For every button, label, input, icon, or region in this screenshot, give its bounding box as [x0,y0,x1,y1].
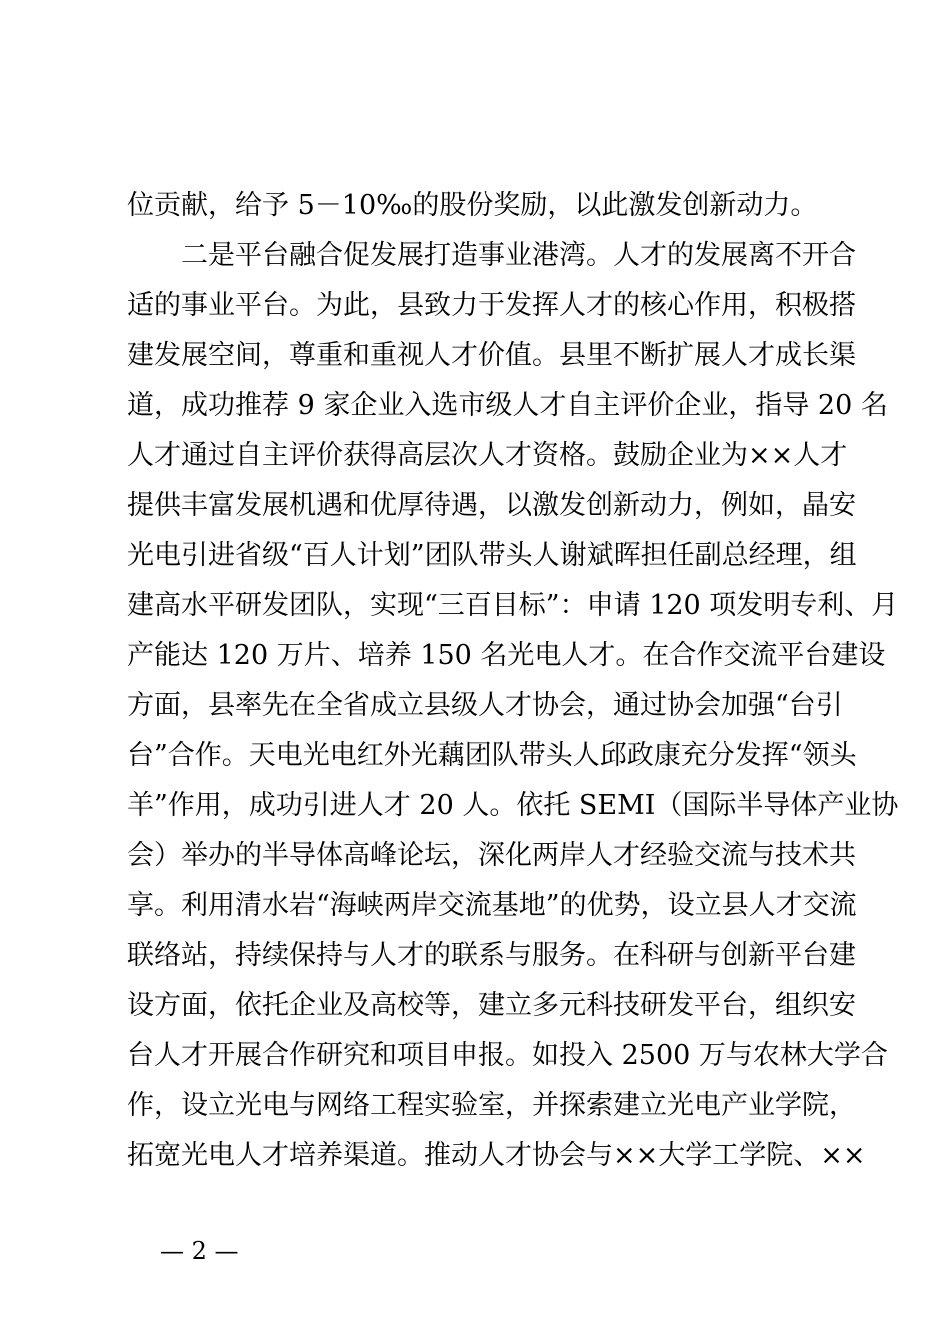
text-line-5: 道，成功推荐 9 家企业入选市级人才自主评价企业，指导 20 名 [127,390,888,421]
text-line-7: 提供丰富发展机遇和优厚待遇，以激发创新动力，例如，晶安 [127,490,856,521]
text-line-6: 人才通过自主评价获得高层次人才资格。鼓励企业为××人才 [127,440,848,471]
text-line-13: 羊”作用，成功引进人才 20 人。依托 SEMI（国际半导体产业协 [127,790,899,821]
text-line-16: 联络站，持续保持与人才的联系与服务。在科研与创新平台建 [127,940,856,971]
text-line-20: 拓宽光电人才培养渠道。推动人才协会与××大学工学院、×× [127,1140,866,1171]
text-line-3: 适的事业平台。为此，县致力于发挥人才的核心作用，积极搭 [127,290,856,321]
text-line-12: 台”合作。天电光电红外光藕团队带头人邱政康充分发挥“领头 [127,740,857,771]
text-line-8: 光电引进省级“百人计划”团队带头人谢斌晖担任副总经理，组 [127,540,857,571]
text-line-10: 产能达 120 万片、培养 150 名光电人才。在合作交流平台建设 [127,640,886,671]
text-line-14: 会）举办的半导体高峰论坛，深化两岸人才经验交流与技术共 [127,840,856,871]
text-line-2: 二是平台融合促发展打造事业港湾。人才的发展离不开合 [181,240,856,271]
text-line-1: 位贡献，给予 5－10‰的股份奖励，以此激发创新动力。 [127,190,818,221]
text-line-4: 建发展空间，尊重和重视人才价值。县里不断扩展人才成长渠 [127,340,856,371]
text-line-19: 作，设立光电与网络工程实验室，并探索建立光电产业学院， [127,1090,856,1121]
text-line-17: 设方面，依托企业及高校等，建立多元科技研发平台，组织安 [127,990,856,1021]
text-line-9: 建高水平研发团队，实现“三百目标”：申请 120 项发明专利、月 [127,590,899,621]
text-line-15: 享。利用清水岩“海峡两岸交流基地”的优势，设立县人才交流 [127,890,857,921]
text-line-18: 台人才开展合作研究和项目申报。如投入 2500 万与农林大学合 [127,1040,888,1071]
page-number: — 2 — [160,1237,239,1265]
text-line-11: 方面，县率先在全省成立县级人才协会，通过协会加强“台引 [127,690,843,721]
